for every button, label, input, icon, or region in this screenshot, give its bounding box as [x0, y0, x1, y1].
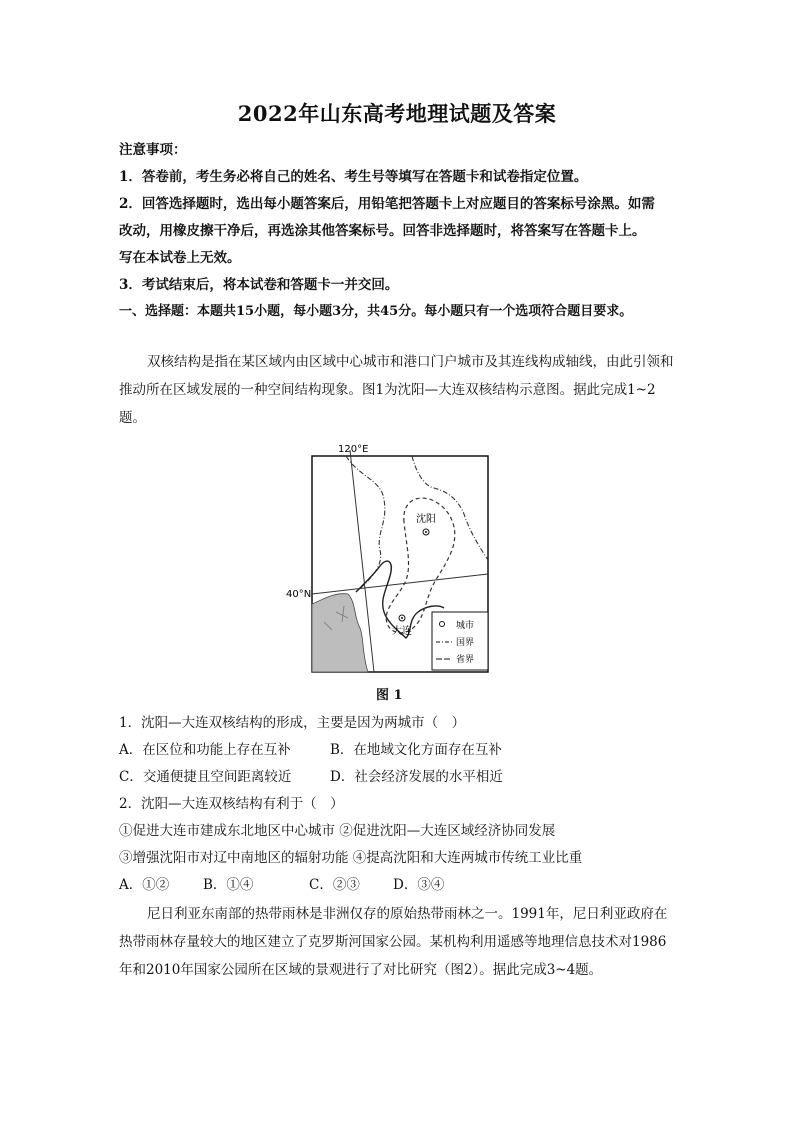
- q1-option-d[interactable]: D．社会经济发展的水平相近: [330, 769, 503, 785]
- q2-option-b[interactable]: B．①④: [203, 877, 254, 893]
- notice-item-2b: 改动，用橡皮擦干净后，再选涂其他答案标号。回答非选择题时，将答案写在答题卡上。: [119, 223, 646, 239]
- province-border-east: [412, 456, 488, 560]
- shenyang-dalian-map: [284, 442, 494, 674]
- notice-item-2a: 2．回答选择题时，选出每小题答案后，用铅笔把答题卡上对应题目的答案标号涂黑。如需: [119, 196, 655, 212]
- q2-statements-1: ①促进大连市建成东北地区中心城市 ②促进沈阳—大连区域经济协同发展: [119, 823, 556, 839]
- q2-option-c[interactable]: C．②③: [309, 877, 360, 893]
- question-1-stem: 1．沈阳—大连双核结构的形成，主要是因为两城市（ ）: [119, 715, 466, 731]
- q2-option-d[interactable]: D．③④: [393, 877, 445, 893]
- province-border: [346, 456, 385, 592]
- legend-province: 省界: [456, 655, 475, 665]
- city-marker-dalian-dot: [401, 617, 403, 619]
- passage-2: 尼日利亚东南部的热带雨林是非洲仅存的原始热带雨林之一。1991年，尼日利亚政府在热带雨林存量较大的地区建立了克罗斯河国家公园。某机构利用遥感等地理信息技术对1986年和2010年国家公园所在区域的景观进行了对比研究（图2）。据此完成3~4题。: [119, 906, 668, 978]
- section-heading: 一、选择题：本题共15小题，每小题3分，共45分。每小题只有一个选项符合题目要求。: [119, 304, 633, 319]
- legend-border: 国界: [456, 638, 475, 648]
- notice-item-3: 3．考试结束后，将本试卷和答题卡一并交回。: [119, 277, 399, 293]
- label-dalian: 大连: [392, 626, 412, 637]
- neighbor-province-shade: [312, 594, 368, 672]
- q1-option-c[interactable]: C．交通便捷且空间距离较近: [119, 769, 292, 785]
- label-longitude: 120°E: [338, 444, 369, 455]
- city-marker-shenyang-dot: [425, 531, 427, 533]
- notice-item-2c: 写在本试卷上无效。: [119, 250, 241, 266]
- q1-option-a[interactable]: A．在区位和功能上存在互补: [119, 742, 291, 758]
- label-latitude: 40°N: [286, 589, 312, 600]
- page-title: 2022年山东高考地理试题及答案: [237, 101, 557, 126]
- figure-caption: 图 1: [376, 688, 403, 703]
- passage-1: 双核结构是指在某区域内由区域中心城市和港口门户城市及其连线构成轴线，由此引领和推动所在区域发展的一种空间结构现象。图1为沈阳—大连双核结构示意图。据此完成1~2题。: [119, 354, 674, 426]
- legend-city: 城市: [456, 621, 475, 631]
- notice-heading: 注意事项：: [119, 142, 187, 158]
- label-shenyang: 沈阳: [416, 514, 436, 525]
- q2-statements-2: ③增强沈阳市对辽中南地区的辐射功能 ④提高沈阳和大连两城市传统工业比重: [119, 850, 583, 866]
- q1-option-b[interactable]: B．在地域文化方面存在互补: [330, 742, 502, 758]
- notice-item-1: 1．答卷前，考生务必将自己的姓名、考生号等填写在答题卡和试卷指定位置。: [119, 169, 588, 185]
- question-2-stem: 2．沈阳—大连双核结构有利于（ ）: [119, 796, 344, 812]
- q2-option-a[interactable]: A．①②: [119, 877, 170, 893]
